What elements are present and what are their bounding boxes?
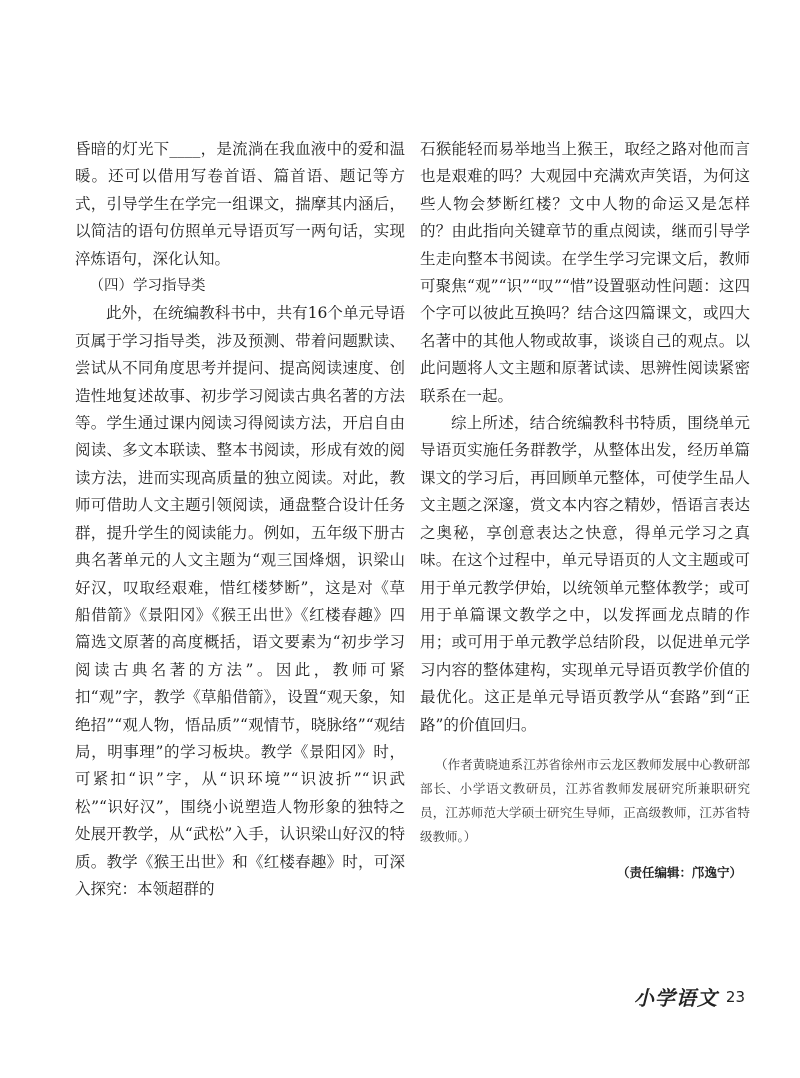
- author-note: （作者黄晓迪系江苏省徐州市云龙区教师发展中心教研部部长、小学语文教研员，江苏省教师发展研究所兼职研究员，江苏师范大学硕士研究生导师，正高级教师，江苏省特级教师。）: [420, 756, 750, 844]
- left-column: [75, 136, 405, 903]
- paragraph: 此外，在统编教科书中，共有16个单元导语页属于学习指导类，涉及预测、带着问题默读、尝试从不同角度思考并提问、提高阅读速度、创造性地复述故事、初步学习阅读古典名著的方法等。学生通过课内阅读习得阅读方法，开启自由阅读、多文本联读、整本书阅读，形成有效的阅读方法，进而实现高质量的独立阅读。对此，教师可借助人文主题引领阅读，通盘整合设计任务群，提升学生的阅读能力。例如，五年级下册古典名著单元的人文主题为“观三国烽烟，识梁山好汉，叹取经艰难，惜红楼梦断”，这是对《草船借箭》《景阳冈》《猴王出世》《红楼春趣》四篇选文原著的高度概括，语文要素为“初步学习阅读古典名著的方法”。因此，教师可紧扣“观”字，教学《草船借箭》，设置“观天象，知绝招”“观人物，悟品质”“观情节，晓脉络”“观结局，明事理”的学习板块。教学《景阳冈》时，可紧扣“识”字，从“识环境”“识波折”“识武松”“识好汉”，围绕小说塑造人物形象的独特之处展开教学，从“武松”入手，认识梁山好汉的特质。教学《猴王出世》和《红楼春趣》时，可深入探究：本领超群的: [75, 304, 405, 898]
- journal-logo: 小学语文: [633, 986, 718, 1010]
- editor-credit: （责任编辑：邝逸宁）: [616, 864, 742, 880]
- paragraph: 综上所述，结合统编教科书特质，围绕单元导语页实施任务群教学，从整体出发，经历单篇课文的学习后，再回顾单元整体，可使学生品人文主题之深邃，赏文本内容之精妙，悟语言表达之奥秘，享创意表达之快意，得单元学习之真味。在这个过程中，单元导语页的人文主题或可用于单元教学伊始，以统领单元整体教学；或可用于单篇课文教学之中，以发挥画龙点睛的作用；或可用于单元教学总结阶段，以促进单元学习内容的整体建构，实现单元导语页教学价值的最优化。这正是单元导语页教学从“套路”到“正路”的价值回归。: [420, 414, 750, 734]
- section-subheading: （四）学习指导类: [89, 278, 206, 295]
- paragraph: 昏暗的灯光下____，是流淌在我血液中的爱和温暖。还可以借用写卷首语、篇首语、题记等方式，引导学生在学完一组课文，揣摩其内涵后，以简洁的语句仿照单元导语页写一两句话，实现淬炼语句，深化认知。: [75, 140, 405, 268]
- paragraph: 石猴能轻而易举地当上猴王，取经之路对他而言也是艰难的吗？大观园中充满欢声笑语，为何这些人物会梦断红楼？文中人物的命运又是怎样的？由此指向关键章节的重点阅读，继而引导学生走向整本书阅读。在学生学习完课文后，教师可聚焦“观”“识”“叹”“惜”设置驱动性问题：这四个字可以彼此互换吗？结合这四篇课文，或四大名著中的其他人物或故事，谈谈自己的观点。以此问题将人文主题和原著试读、思辨性阅读紧密联系在一起。: [420, 140, 750, 405]
- page-footer: [600, 982, 745, 1011]
- page-number: 23: [725, 987, 745, 1006]
- right-column: [420, 136, 750, 886]
